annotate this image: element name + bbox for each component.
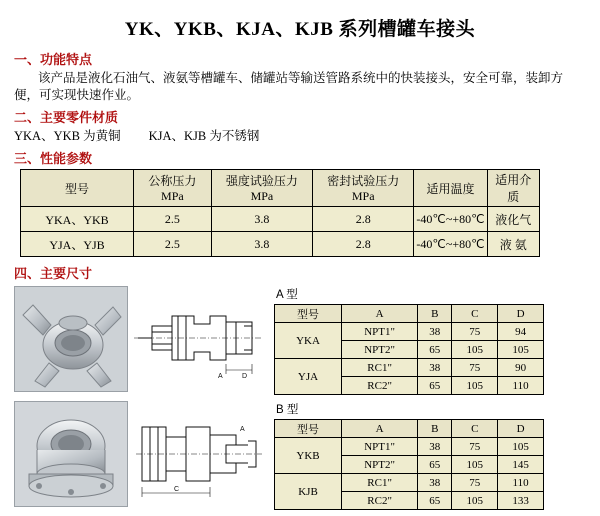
dimension-b-label: B 型 [276, 404, 299, 416]
dimension-row-b [14, 401, 586, 510]
cell-d: 105 [498, 438, 544, 456]
table-row [21, 207, 540, 232]
performance-table [20, 169, 540, 257]
material-line [14, 128, 586, 145]
cell-medium: 液 氨 [487, 232, 539, 257]
col-header-strength-pressure: 强度试验压力 MPa [211, 170, 312, 207]
svg-text:C: C [174, 486, 180, 493]
cell-model: KJB [275, 474, 342, 510]
cell-c: 75 [452, 359, 498, 377]
cell-b: 65 [418, 456, 452, 474]
cell-c: 75 [452, 474, 498, 492]
cell-nominal-pressure: 2.5 [134, 232, 212, 257]
col-header-model: 型号 [275, 305, 342, 323]
cell-seal-pressure: 2.8 [313, 207, 414, 232]
cell-medium: 液化气 [487, 207, 539, 232]
cell-c: 105 [452, 456, 498, 474]
col-header-nominal-pressure: 公称压力 MPa [134, 170, 212, 207]
cell-d: 94 [498, 323, 544, 341]
dimension-table-a [274, 304, 544, 395]
col-header-d: D [498, 305, 544, 323]
table-row [275, 323, 544, 341]
cell-a: RC2" [342, 492, 418, 510]
cell-strength-pressure: 3.8 [211, 207, 312, 232]
features-paragraph: 该产品是液化石油气、液氨等槽罐车、储罐站等输送管路系统中的快装接头，安全可靠，装卸方便，可实现快速作业。 [14, 71, 564, 102]
dimension-a-label: A 型 [276, 289, 298, 301]
section-heading-dimensions: 四、主要尺寸 [14, 266, 93, 281]
cell-a: RC1" [342, 474, 418, 492]
section-heading-features: 一、功能特点 [14, 52, 93, 67]
cell-a: RC1" [342, 359, 418, 377]
cell-temperature: -40℃~+80℃ [414, 207, 487, 232]
page-title: YK、YKB、KJA、KJB 系列槽罐车接头 [124, 19, 476, 40]
cell-model: YKB [275, 438, 342, 474]
section-heading-material: 二、主要零件材质 [14, 110, 119, 125]
coupling-photo-b [14, 401, 128, 507]
coupling-drawing-a [132, 286, 264, 390]
section-heading-performance: 三、性能参数 [14, 151, 93, 166]
dimensions-section [14, 286, 586, 510]
cell-c: 75 [452, 438, 498, 456]
cell-d: 90 [498, 359, 544, 377]
table-header-row [275, 305, 544, 323]
cell-d: 145 [498, 456, 544, 474]
cell-nominal-pressure: 2.5 [134, 207, 212, 232]
cell-model: YKA [275, 323, 342, 359]
cell-c: 75 [452, 323, 498, 341]
cell-a: NPT2" [342, 341, 418, 359]
table-row [275, 359, 544, 377]
svg-text:A: A [240, 426, 245, 433]
cell-temperature: -40℃~+80℃ [414, 232, 487, 257]
cell-c: 105 [452, 492, 498, 510]
material-left: YKA、YKB 为黄铜 [14, 129, 121, 143]
cell-a: RC2" [342, 377, 418, 395]
cell-c: 105 [452, 377, 498, 395]
cell-d: 110 [498, 474, 544, 492]
cell-seal-pressure: 2.8 [313, 232, 414, 257]
col-header-d: D [498, 420, 544, 438]
col-header-c: C [452, 305, 498, 323]
cell-d: 105 [498, 341, 544, 359]
col-header-medium: 适用介质 [487, 170, 539, 207]
cell-model: YJA、YJB [21, 232, 134, 257]
col-header-c: C [452, 420, 498, 438]
col-header-b: B [418, 305, 452, 323]
dimension-table-b-block [274, 401, 586, 510]
dimension-table-a-block [274, 286, 586, 395]
cell-d: 110 [498, 377, 544, 395]
col-header-a: A [342, 420, 418, 438]
col-header-b: B [418, 420, 452, 438]
table-row [275, 474, 544, 492]
cell-a: NPT1" [342, 438, 418, 456]
cell-a: NPT2" [342, 456, 418, 474]
coupling-drawing-b [132, 401, 264, 505]
dimension-table-b [274, 419, 544, 510]
col-header-a: A [342, 305, 418, 323]
cell-model: YKA、YKB [21, 207, 134, 232]
cell-b: 38 [418, 438, 452, 456]
dimension-row-a [14, 286, 586, 395]
cell-strength-pressure: 3.8 [211, 232, 312, 257]
cell-b: 38 [418, 359, 452, 377]
cell-b: 65 [418, 377, 452, 395]
svg-text:A: A [218, 373, 223, 380]
table-row [275, 438, 544, 456]
coupling-photo-a [14, 286, 128, 392]
cell-b: 38 [418, 323, 452, 341]
material-right: KJA、KJB 为不锈钢 [148, 129, 260, 143]
table-header-row [275, 420, 544, 438]
col-header-temperature: 适用温度 [414, 170, 487, 207]
cell-b: 38 [418, 474, 452, 492]
table-header-row [21, 170, 540, 207]
col-header-model: 型号 [275, 420, 342, 438]
cell-model: YJA [275, 359, 342, 395]
col-header-model: 型号 [21, 170, 134, 207]
cell-b: 65 [418, 492, 452, 510]
cell-c: 105 [452, 341, 498, 359]
cell-d: 133 [498, 492, 544, 510]
table-row [21, 232, 540, 257]
cell-b: 65 [418, 341, 452, 359]
svg-text:D: D [242, 373, 248, 380]
cell-a: NPT1" [342, 323, 418, 341]
col-header-seal-pressure: 密封试验压力 MPa [313, 170, 414, 207]
